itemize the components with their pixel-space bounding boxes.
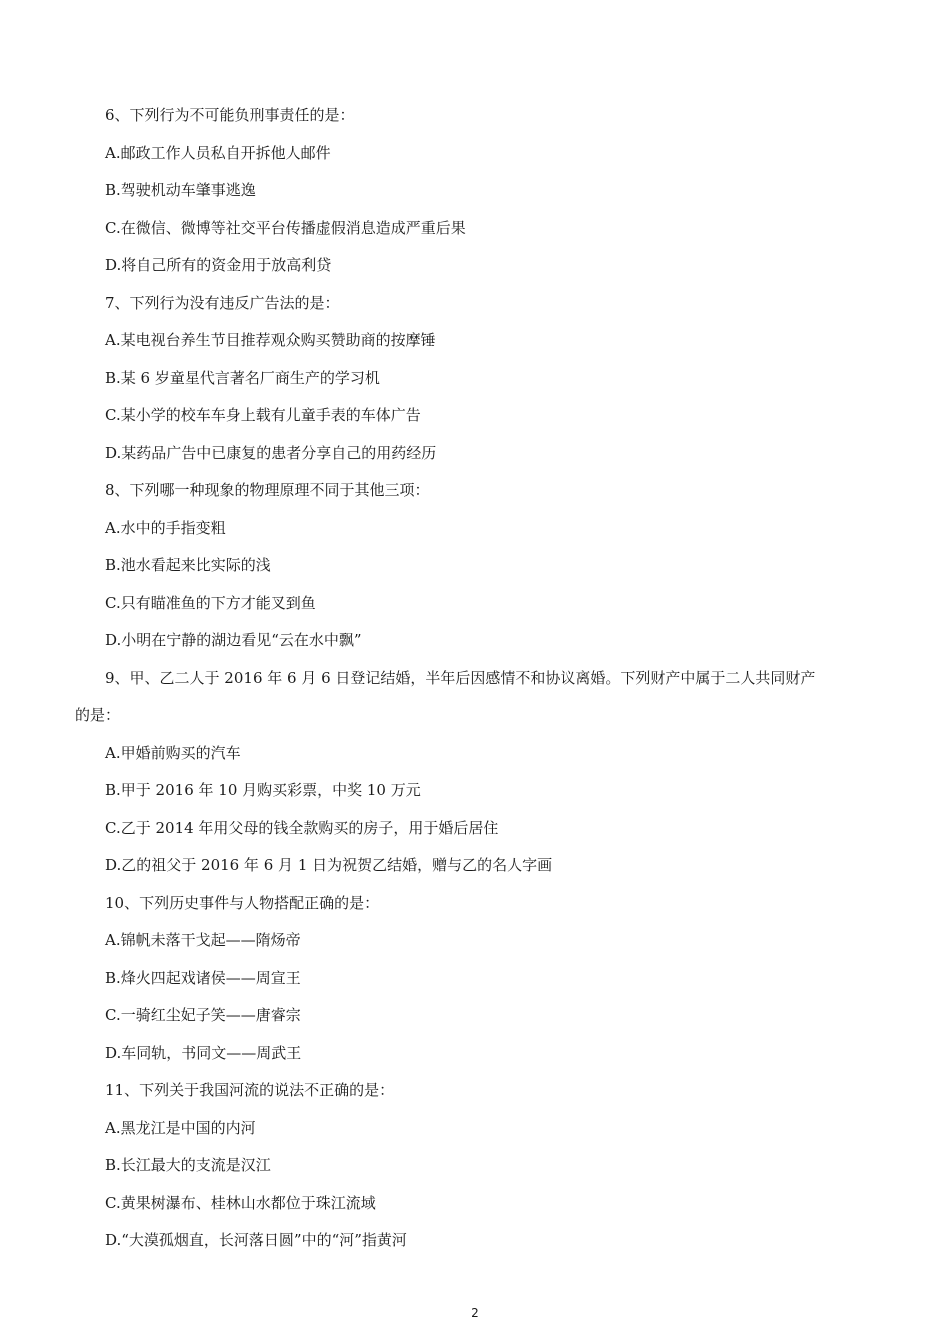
option-d: D.小明在宁静的湖边看见“云在水中飘” [105,631,362,649]
option-b: B.烽火四起戏诸侯——周宣王 [105,968,301,987]
option-d: D.“大漠孤烟直，长河落日圆”中的“河”指黄河 [105,1231,407,1249]
option-b: B.某 6 岁童星代言著名厂商生产的学习机 [105,368,380,387]
option-d: D.车同轨，书同文——周武王 [105,1043,302,1062]
option-c: C.一骑红尘妃子笑——唐睿宗 [105,1006,301,1024]
option-b: B.驾驶机动车肇事逃逸 [105,181,256,199]
question-stem: 7、下列行为没有违反广告法的是： [105,293,340,312]
option-a: A.水中的手指变粗 [105,518,226,537]
option-a: A.黑龙江是中国的内河 [105,1118,256,1137]
question-stem: 11、下列关于我国河流的说法不正确的是： [105,1081,395,1099]
question-stem: 8、下列哪一种现象的物理原理不同于其他三项： [105,481,430,499]
question-stem-continuation: 的是： [75,706,121,724]
option-c: C.某小学的校车车身上载有儿童手表的车体广告 [105,406,421,424]
option-c: C.在微信、微博等社交平台传播虚假消息造成严重后果 [105,218,466,237]
option-b: B.池水看起来比实际的浅 [105,556,271,574]
option-d: D.某药品广告中已康复的患者分享自己的用药经历 [105,443,437,462]
option-b: B.长江最大的支流是汉江 [105,1156,271,1174]
question-stem: 10、下列历史事件与人物搭配正确的是： [105,893,380,912]
option-a: A.锦帆未落干戈起——隋炀帝 [105,931,301,949]
option-a: A.邮政工作人员私自开拆他人邮件 [105,143,331,162]
option-b: B.甲于 2016 年 10 月购买彩票，中奖 10 万元 [105,781,421,799]
question-list [75,102,885,1265]
option-a: A.某电视台养生节目推荐观众购买赞助商的按摩锤 [105,331,436,349]
option-d: D.将自己所有的资金用于放高利贷 [105,256,332,274]
option-d: D.乙的祖父于 2016 年 6 月 1 日为祝贺乙结婚，赠与乙的名人字画 [105,856,553,874]
option-c: C.黄果树瀑布、桂林山水都位于珠江流域 [105,1193,376,1212]
option-a: A.甲婚前购买的汽车 [105,743,241,762]
option-c: C.只有瞄准鱼的下方才能叉到鱼 [105,593,316,612]
question-stem: 6、下列行为不可能负刑事责任的是： [105,106,355,124]
question-stem: 9、甲、乙二人于 2016 年 6 月 6 日登记结婚，半年后因感情不和协议离婚。下列财产中属于二人共同财产 [105,668,816,687]
option-c: C.乙于 2014 年用父母的钱全款购买的房子，用于婚后居住 [105,818,499,837]
page-number: 2 [471,1306,479,1320]
